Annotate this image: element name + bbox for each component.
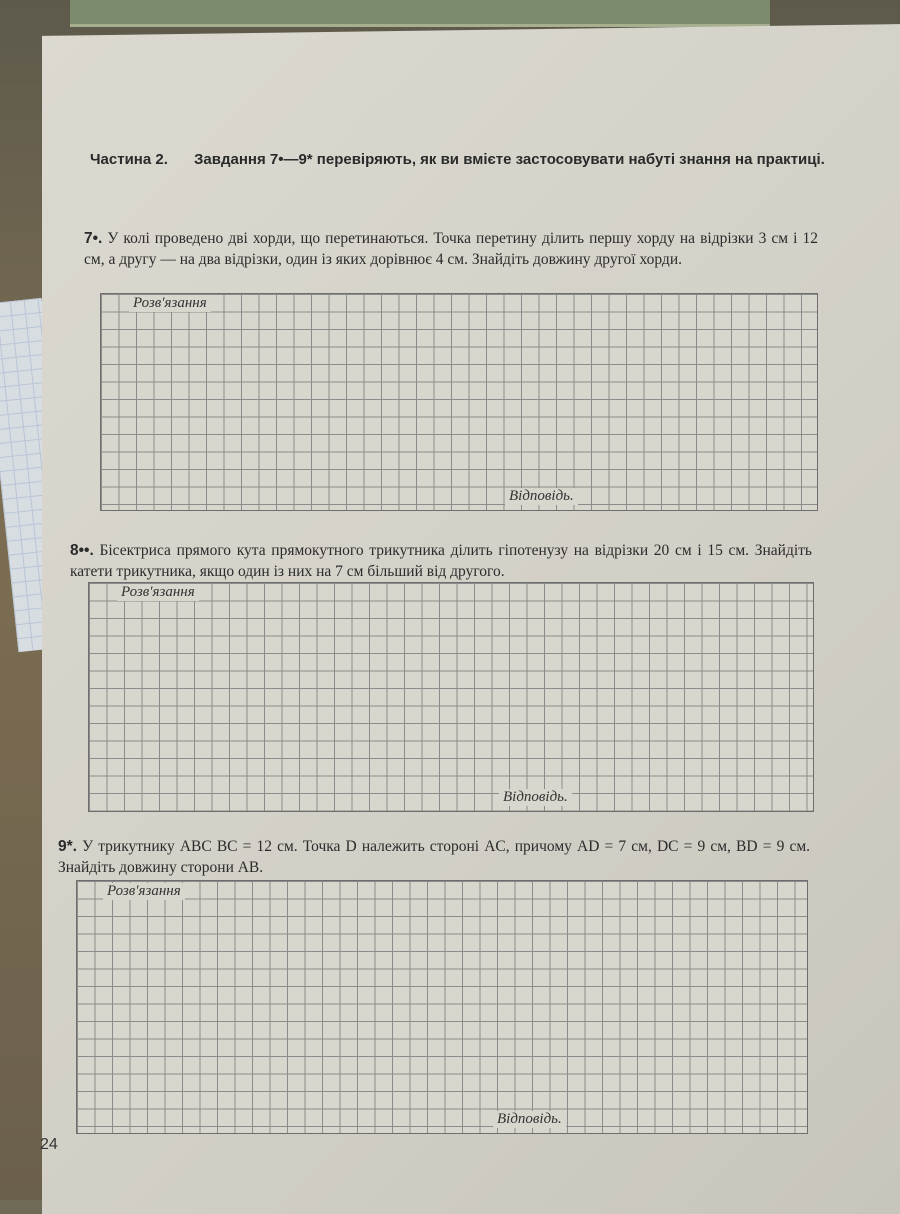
solution-label: Розв'язання (103, 883, 185, 900)
solution-label: Розв'язання (117, 584, 199, 601)
task-9 (58, 836, 810, 878)
task-8 (70, 540, 812, 582)
task-number: 9*. (58, 838, 77, 855)
background-book (70, 0, 770, 27)
task-text: У колі проведено дві хорди, що перетинаються. Точка перетину ділить першу хорду на відрізки 3 см і 12 см, а другу — на два відрізки, один із яких дорівнює 4 см. Знайдіть довжину другої хорди. (84, 230, 818, 268)
task-number: 8••. (70, 542, 94, 559)
solution-grid-7[interactable] (100, 293, 818, 511)
task-number: 7•. (84, 230, 103, 247)
part-description: Завдання 7•—9* перевіряють, як ви вмієте застосовувати набуті знання на практиці. (194, 151, 825, 168)
task-text: Бісектриса прямого кута прямокутного трикутника ділить гіпотенузу на відрізки 20 см і 15 см. Знайдіть катети трикутника, якщо один із них на 7 см більший від другого. (70, 542, 813, 580)
answer-label: Відповідь. (499, 789, 572, 806)
solution-label: Розв'язання (129, 295, 211, 312)
solution-grid-8[interactable] (88, 582, 814, 812)
task-text: У трикутнику ABC BC = 12 см. Точка D належить стороні AC, причому AD = 7 см, DC = 9 см, BD = 9 см. Знайдіть довжину сторони AB. (58, 838, 811, 876)
answer-label: Відповідь. (505, 488, 578, 505)
task-7 (84, 228, 818, 270)
solution-grid-9[interactable] (76, 880, 808, 1134)
answer-label: Відповідь. (493, 1111, 566, 1128)
page-number: 24 (40, 1136, 58, 1153)
part-title: Частина 2. (90, 151, 168, 168)
